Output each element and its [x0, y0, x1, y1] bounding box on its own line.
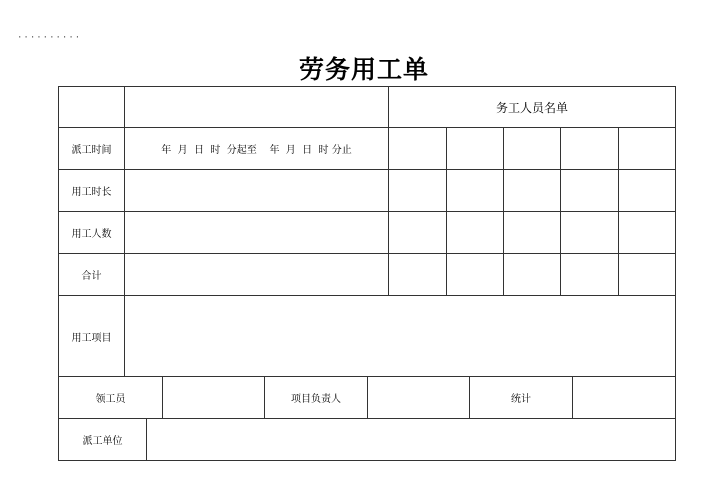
roster-column-divider	[503, 127, 504, 295]
roster-column-divider	[446, 127, 447, 295]
label-total: 合计	[81, 271, 102, 282]
dispatch-unit-field[interactable]	[147, 419, 675, 460]
label-project-leader: 项目负责人	[291, 394, 341, 405]
top-left-blank-cell	[59, 87, 124, 127]
project-field[interactable]	[125, 296, 675, 376]
label-dispatch-time: 派工时间	[71, 145, 112, 156]
dispatch-time-field[interactable]: 年 月 日 时 分起至 年 月 日 时 分止	[161, 145, 352, 156]
roster-column-divider	[560, 127, 561, 295]
roster-column-divider	[618, 127, 619, 295]
corner-dots: ··········	[17, 33, 82, 43]
top-middle-blank-cell[interactable]	[125, 87, 388, 127]
total-field[interactable]	[125, 254, 388, 295]
table-border-right	[675, 86, 676, 461]
label-duration: 用工时长	[71, 187, 112, 198]
headcount-field[interactable]	[125, 212, 388, 253]
foreman-field[interactable]	[163, 377, 264, 418]
label-headcount: 用工人数	[71, 229, 112, 240]
form-title: 劳务用工单	[298, 55, 429, 84]
label-foreman: 领工员	[95, 394, 126, 405]
duration-field[interactable]	[125, 170, 388, 211]
label-dispatch-unit: 派工单位	[82, 436, 123, 447]
project-leader-field[interactable]	[368, 377, 469, 418]
statistics-field[interactable]	[573, 377, 675, 418]
label-project: 用工项目	[71, 332, 112, 344]
table-border-bottom	[58, 460, 675, 461]
roster-header: 务工人员名单	[495, 100, 568, 115]
label-statistics: 统计	[511, 394, 531, 405]
